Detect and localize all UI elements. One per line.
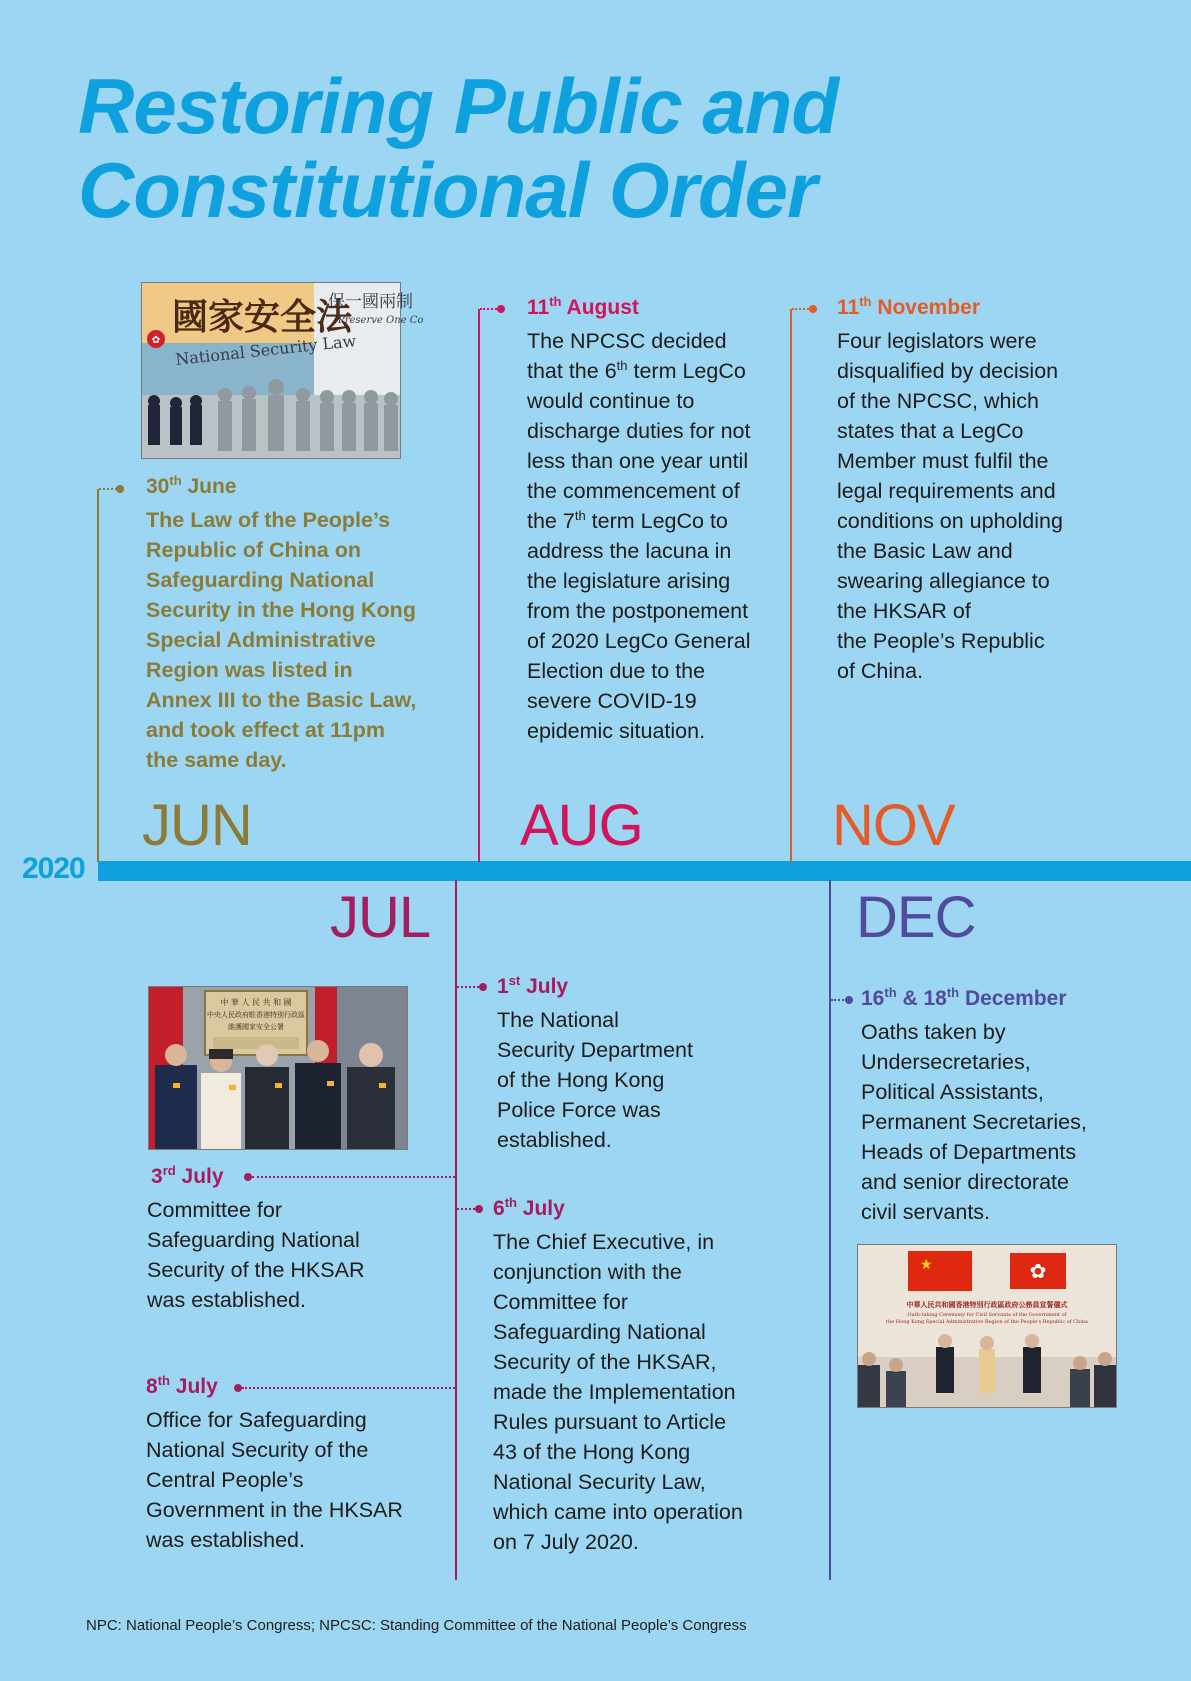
event-line: Safeguarding National: [146, 568, 375, 592]
event-heading: [151, 1164, 407, 1190]
event-line: Government in the HKSAR: [146, 1498, 403, 1522]
event-jul6: [493, 1196, 773, 1557]
event-day: 30: [146, 475, 170, 498]
event-month: November: [871, 296, 981, 319]
event-heading: [861, 986, 1151, 1012]
event-line: National Security of the: [146, 1438, 369, 1462]
event-heading: [837, 295, 1127, 321]
event-line: swearing allegiance to: [837, 569, 1050, 593]
jul6-dot: [475, 1205, 483, 1213]
plaque-line-3: 維護國家安全公署: [228, 1023, 284, 1031]
event-line: was established.: [146, 1528, 305, 1552]
event-line: Central People’s: [146, 1468, 304, 1492]
event-line: the commencement of: [527, 479, 740, 503]
event-description: [837, 326, 1127, 686]
event-line: The Law of the People’s: [146, 508, 391, 532]
event-line: Police Force was: [497, 1098, 661, 1122]
jul1-dot: [479, 983, 487, 991]
event-day-2-suffix: th: [946, 985, 960, 1000]
svg-text:★: ★: [920, 1257, 933, 1273]
event-day-suffix: th: [157, 1373, 170, 1388]
event-line: from the postponement: [527, 599, 749, 623]
event-month: July: [175, 1165, 224, 1188]
aug-dot: [497, 305, 505, 313]
event-line: Four legislators were: [837, 329, 1037, 353]
event-line: made the Implementation: [493, 1380, 736, 1404]
event-line: the legislature arising: [527, 569, 731, 593]
event-joiner: &: [896, 987, 924, 1010]
event-line: Election due to the: [527, 659, 706, 683]
event-heading: [527, 295, 797, 321]
dec-connector-line: [829, 880, 831, 1580]
aug-connector-line: [478, 309, 480, 862]
event-description: [147, 1195, 407, 1315]
event-day: 8: [146, 1375, 158, 1398]
event-jul1: [497, 974, 757, 1155]
event-line: Committee for: [147, 1198, 283, 1222]
event-day: 3: [151, 1165, 163, 1188]
event-line: Political Assistants,: [861, 1080, 1044, 1104]
event-line: the 7th term LegCo to: [527, 507, 728, 533]
event-line: Permanent Secretaries,: [861, 1110, 1087, 1134]
title-line-2: Constitutional Order: [78, 146, 817, 234]
event-line: Region was listed in: [146, 658, 353, 682]
event-description: [497, 1005, 757, 1155]
event-line: Heads of Departments: [861, 1140, 1077, 1164]
month-aug: AUG: [520, 793, 643, 858]
event-day-suffix: th: [504, 1195, 517, 1210]
national-security-law-photo: [141, 282, 424, 459]
banner-cn: 中華人民共和國香港特別行政區政府公務員宣誓儀式: [906, 1300, 1068, 1309]
event-line: Rules pursuant to Article: [493, 1410, 727, 1434]
event-day: 16: [861, 987, 885, 1010]
event-line: Safeguarding National: [147, 1228, 360, 1252]
event-line: The NPCSC decided: [527, 329, 727, 353]
event-aug11: [527, 295, 797, 746]
footnote: NPC: National People’s Congress; NPCSC: Standing Committee of the National People’s Congress: [86, 1617, 747, 1634]
event-line: Safeguarding National: [493, 1320, 706, 1344]
event-line: on 7 July 2020.: [493, 1530, 639, 1554]
event-line: of the Hong Kong: [497, 1068, 665, 1092]
event-line: Security Department: [497, 1038, 693, 1062]
photo-sign-en: National Security Law: [174, 331, 358, 369]
event-line: civil servants.: [861, 1200, 991, 1224]
event-day-suffix: th: [884, 985, 897, 1000]
event-description: [527, 326, 797, 746]
event-line: of 2020 LegCo General: [527, 629, 751, 653]
event-line: of the NPCSC, which: [837, 389, 1039, 413]
month-jul: JUL: [330, 885, 431, 950]
event-line: discharge duties for not: [527, 419, 751, 443]
event-line: and senior directorate: [861, 1170, 1069, 1194]
event-line: that the 6th term LegCo: [527, 357, 746, 383]
month-nov: NOV: [832, 793, 955, 858]
timeline-bar: [98, 861, 1191, 881]
event-line: established.: [497, 1128, 612, 1152]
event-line: was established.: [147, 1288, 306, 1312]
event-line: of China.: [837, 659, 924, 683]
event-heading: [146, 474, 476, 500]
event-nov11: [837, 295, 1127, 686]
plaque-line-1: 中 華 人 民 共 和 國: [220, 998, 292, 1007]
event-line: Oaths taken by: [861, 1020, 1006, 1044]
svg-text:✿: ✿: [151, 335, 161, 346]
event-day: 11: [837, 296, 860, 319]
event-line: severe COVID-19: [527, 689, 697, 713]
photo-sign-cn: 國家安全法: [172, 296, 353, 338]
event-heading: [146, 1374, 436, 1400]
event-day: 11: [527, 296, 550, 319]
event-month: July: [169, 1375, 218, 1398]
event-line: disqualified by decision: [837, 359, 1059, 383]
month-jun: JUN: [142, 793, 252, 858]
jun-connector-line: [97, 489, 99, 862]
nov-dot: [809, 305, 817, 313]
event-line: Annex III to the Basic Law,: [146, 688, 417, 712]
event-dec1618: [861, 986, 1151, 1227]
event-jul8: [146, 1374, 436, 1555]
photo-side-en: Preserve One Co: [338, 315, 424, 326]
event-day-suffix: th: [169, 473, 182, 488]
event-line: 43 of the Hong Kong: [493, 1440, 691, 1464]
event-line: Undersecretaries,: [861, 1050, 1031, 1074]
event-line: Security of the HKSAR,: [493, 1350, 717, 1374]
month-dec: DEC: [856, 885, 976, 950]
event-line: Republic of China on: [146, 538, 361, 562]
page-title: [78, 64, 838, 232]
event-line: the Basic Law and: [837, 539, 1013, 563]
plaque-line-2: 中央人民政府駐香港特別行政區: [207, 1011, 305, 1019]
event-line: conditions on upholding: [837, 509, 1063, 533]
event-line: would continue to: [527, 389, 695, 413]
jun-branch: [99, 488, 117, 490]
svg-text:✿: ✿: [1029, 1259, 1047, 1283]
dec-dot: [845, 996, 853, 1004]
event-line: less than one year until: [527, 449, 749, 473]
event-line: Office for Safeguarding: [146, 1408, 367, 1432]
event-line: the same day.: [146, 748, 287, 772]
event-line: which came into operation: [493, 1500, 743, 1524]
year-label: 2020: [22, 852, 85, 885]
title-line-1: Restoring Public and: [78, 62, 839, 150]
event-day: 6: [493, 1197, 505, 1220]
event-line: the HKSAR of: [837, 599, 971, 623]
event-day-suffix: th: [859, 294, 872, 309]
event-day-suffix: st: [508, 973, 521, 988]
event-line: epidemic situation.: [527, 719, 706, 743]
event-day-suffix: th: [549, 294, 562, 309]
event-line: Special Administrative: [146, 628, 376, 652]
jul-connector-line: [455, 880, 457, 1580]
event-heading: [497, 974, 757, 1000]
event-heading: [493, 1196, 773, 1222]
event-description: [146, 1405, 436, 1555]
oath-ceremony-photo: [857, 1244, 1117, 1408]
event-description: [146, 505, 476, 775]
event-month: July: [520, 975, 569, 998]
event-line: states that a LegCo: [837, 419, 1024, 443]
event-line: legal requirements and: [837, 479, 1056, 503]
event-line: and took effect at 11pm: [146, 718, 385, 742]
event-line: Committee for: [493, 1290, 629, 1314]
event-description: [861, 1017, 1151, 1227]
event-jun30: [146, 474, 476, 775]
event-line: the People’s Republic: [837, 629, 1045, 653]
event-line: address the lacuna in: [527, 539, 732, 563]
office-inauguration-photo: [148, 986, 408, 1150]
event-day-suffix: rd: [162, 1163, 176, 1178]
event-line: National Security Law,: [493, 1470, 706, 1494]
banner-en-2: the Hong Kong Special Administrative Region of the People's Republic of China: [885, 1319, 1089, 1325]
event-line: Member must fulfil the: [837, 449, 1049, 473]
event-jul3: [147, 1164, 407, 1315]
jun-dot: [116, 485, 124, 493]
event-line: Security in the Hong Kong: [146, 598, 416, 622]
event-month: August: [561, 296, 639, 319]
event-line: The National: [497, 1008, 619, 1032]
event-line: conjunction with the: [493, 1260, 682, 1284]
event-day-2: 18: [923, 987, 947, 1010]
event-description: [493, 1227, 773, 1557]
photo-side-cn: 保一國兩制: [328, 292, 413, 312]
event-month: June: [181, 475, 237, 498]
event-month: July: [516, 1197, 565, 1220]
event-day: 1: [497, 975, 509, 998]
banner-en-1: Oath-taking Ceremony for Civil Servants of the Government of: [907, 1312, 1067, 1318]
event-month: December: [959, 987, 1067, 1010]
event-line: Security of the HKSAR: [147, 1258, 365, 1282]
event-line: The Chief Executive, in: [493, 1230, 715, 1254]
